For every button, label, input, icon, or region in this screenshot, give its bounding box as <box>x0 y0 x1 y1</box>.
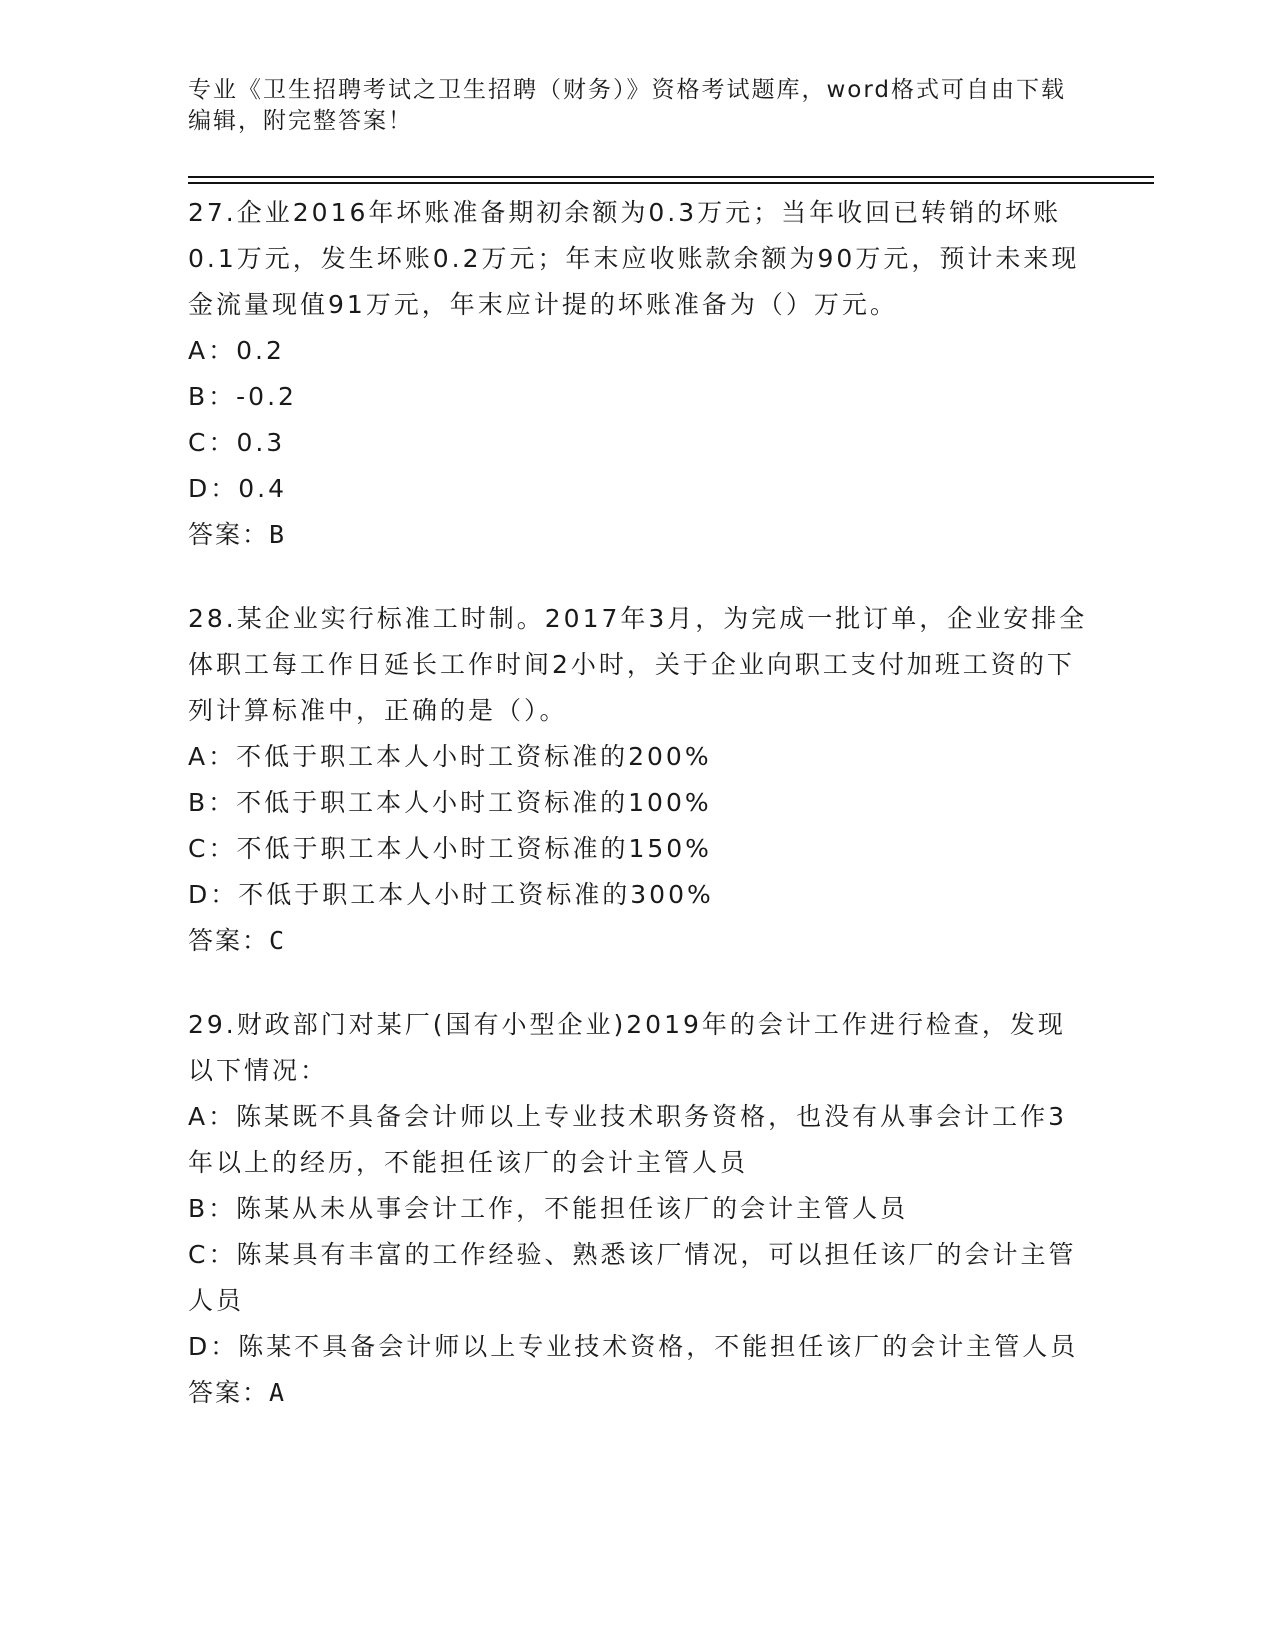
header-divider-top <box>188 176 1154 178</box>
question-stem: 27.企业2016年坏账准备期初余额为0.3万元；当年收回已转销的坏账0.1万元，发生坏账0.2万元；年末应收账款余额为90万元，预计未来现金流量现值91万元，年末应计提的坏账准备为（）万元。 <box>188 198 1080 319</box>
question-27 <box>188 190 1088 558</box>
option-a: A：0.2 <box>188 336 285 365</box>
option-b: B：-0.2 <box>188 382 297 411</box>
answer-value: A <box>269 1378 287 1407</box>
option-d: D：不低于职工本人小时工资标准的300% <box>188 880 714 909</box>
question-stem: 28.某企业实行标准工时制。2017年3月，为完成一批订单，企业安排全体职工每工作日延长工作时间2小时，关于企业向职工支付加班工资的下列计算标准中，正确的是（）。 <box>188 604 1088 725</box>
option-a: A：陈某既不具备会计师以上专业技术职务资格，也没有从事会计工作3年以上的经历，不能担任该厂的会计主管人员 <box>188 1102 1068 1177</box>
document-header: 专业《卫生招聘考试之卫生招聘（财务）》资格考试题库，word格式可自由下载编辑，附完整答案！ <box>188 77 1067 134</box>
option-b: B：不低于职工本人小时工资标准的100% <box>188 788 712 817</box>
header-divider-bottom <box>188 182 1154 184</box>
option-d: D：陈某不具备会计师以上专业技术资格，不能担任该厂的会计主管人员 <box>188 1332 1079 1361</box>
answer-label: 答案： <box>188 926 270 955</box>
answer-label: 答案： <box>188 520 270 549</box>
option-c: C：不低于职工本人小时工资标准的150% <box>188 834 712 863</box>
question-28 <box>188 596 1088 964</box>
question-29 <box>188 1002 1088 1416</box>
option-d: D：0.4 <box>188 474 288 503</box>
question-list <box>188 190 1088 1454</box>
option-c: C：陈某具有丰富的工作经验、熟悉该厂情况，可以担任该厂的会计主管人员 <box>188 1240 1077 1315</box>
answer-line <box>188 512 1088 558</box>
question-stem: 29.财政部门对某厂(国有小型企业)2019年的会计工作进行检查，发现以下情况： <box>188 1010 1066 1085</box>
answer-line <box>188 1370 1088 1416</box>
option-b: B：陈某从未从事会计工作，不能担任该厂的会计主管人员 <box>188 1194 909 1223</box>
answer-line <box>188 918 1088 964</box>
answer-label: 答案： <box>188 1378 270 1407</box>
option-c: C：0.3 <box>188 428 286 457</box>
answer-value: C <box>269 926 287 955</box>
answer-value: B <box>269 520 287 549</box>
option-a: A：不低于职工本人小时工资标准的200% <box>188 742 712 771</box>
